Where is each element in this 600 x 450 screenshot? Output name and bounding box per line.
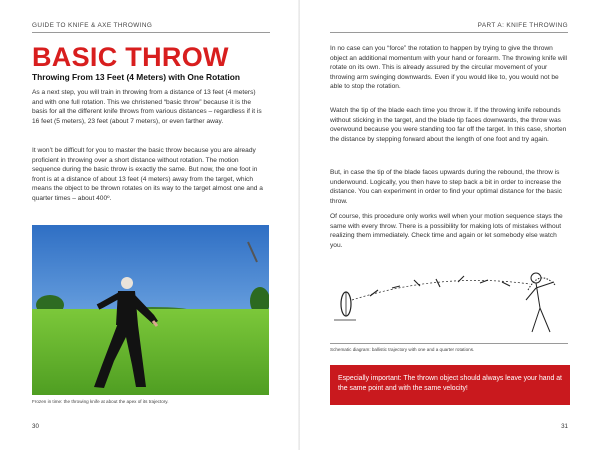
page-subtitle: Throwing From 13 Feet (4 Meters) with One Rotation: [32, 72, 240, 82]
body-paragraph: As a next step, you will train in throwing from a distance of 13 feet (4 meters) and with one full rotation. This we christened “basic throw” because it is the basis for all the different knife throws from various distances – regardless if it is 16 feet (5 meters), 23 feet (about 7 meters), or even farther away.: [32, 89, 262, 125]
photo-caption: Frozen in time: the throwing knife at about the apex of its trajectory.: [32, 399, 169, 404]
trajectory-diagram: [330, 270, 570, 342]
diagram-rule: [330, 343, 568, 344]
target-board: [334, 292, 356, 320]
body-paragraph: In no case can you “force” the rotation to happen by trying to give the thrown object an additional momentum with your hand or forearm. The throwing knife will rotate on its own. This is already assured by the circular movement of your throwing arm swinging downwards. Even if you would like to, you would not be able to stop the rotation.: [330, 45, 568, 91]
header-rule-left: [32, 32, 270, 33]
running-head-left: GUIDE TO KNIFE & AXE THROWING: [32, 22, 153, 29]
page-title: BASIC THROW: [32, 42, 229, 72]
thrower-sketch: [526, 273, 556, 332]
diagram-caption: Schematic diagram: ballistic trajectory with one and a quarter rotations.: [330, 347, 475, 352]
body-paragraph: It won’t be difficult for you to master the basic throw because you are already proficient in throwing over a short distance without rotation. The motion sequence during the basic throw is exactly the same. But now, the one foot in front is at a distance of about 13 feet (4 meters) away from the target, which means the object to be thrown rotates on its way to the target almost one and a quarter times – about 400º.: [32, 147, 263, 202]
header-rule-right: [330, 32, 568, 33]
knife-throw-photo: [32, 225, 269, 395]
trajectory-arc: [352, 280, 530, 300]
grass-field: [32, 309, 269, 395]
body-paragraph: But, in case the tip of the blade faces upwards during the rebound, the throw is underwound. Logically, you then have to step back a bit in order to increase the distance. You can experiment in order to find your optimal distance for the basic throw.: [330, 169, 563, 205]
page-number-left: 30: [32, 423, 39, 430]
page-number-right: 31: [561, 423, 568, 430]
rotating-knives: [370, 276, 510, 296]
running-head-right: PART A: KNIFE THROWING: [477, 22, 568, 29]
body-paragraph: Watch the tip of the blade each time you throw it. If the throwing knife rebounds without sticking in the target, and the blade tip faces downwards, the throw was overwound because you were standing too far off the target. In this case, shorten the distance by stepping forward about the length of one foot and try again.: [330, 107, 567, 143]
important-callout: Especially important: The thrown object should always leave your hand at the same point and with the same velocity!: [330, 365, 570, 405]
photo-illustration: [32, 225, 269, 395]
trajectory-sketch: [330, 270, 570, 342]
body-paragraph: Of course, this procedure only works well when your motion sequence stays the same with every throw. There is a possibility for making lots of mistakes without realizing them immediately. Check time and again or let somebody else watch you.: [330, 213, 563, 249]
right-page: [300, 0, 600, 450]
